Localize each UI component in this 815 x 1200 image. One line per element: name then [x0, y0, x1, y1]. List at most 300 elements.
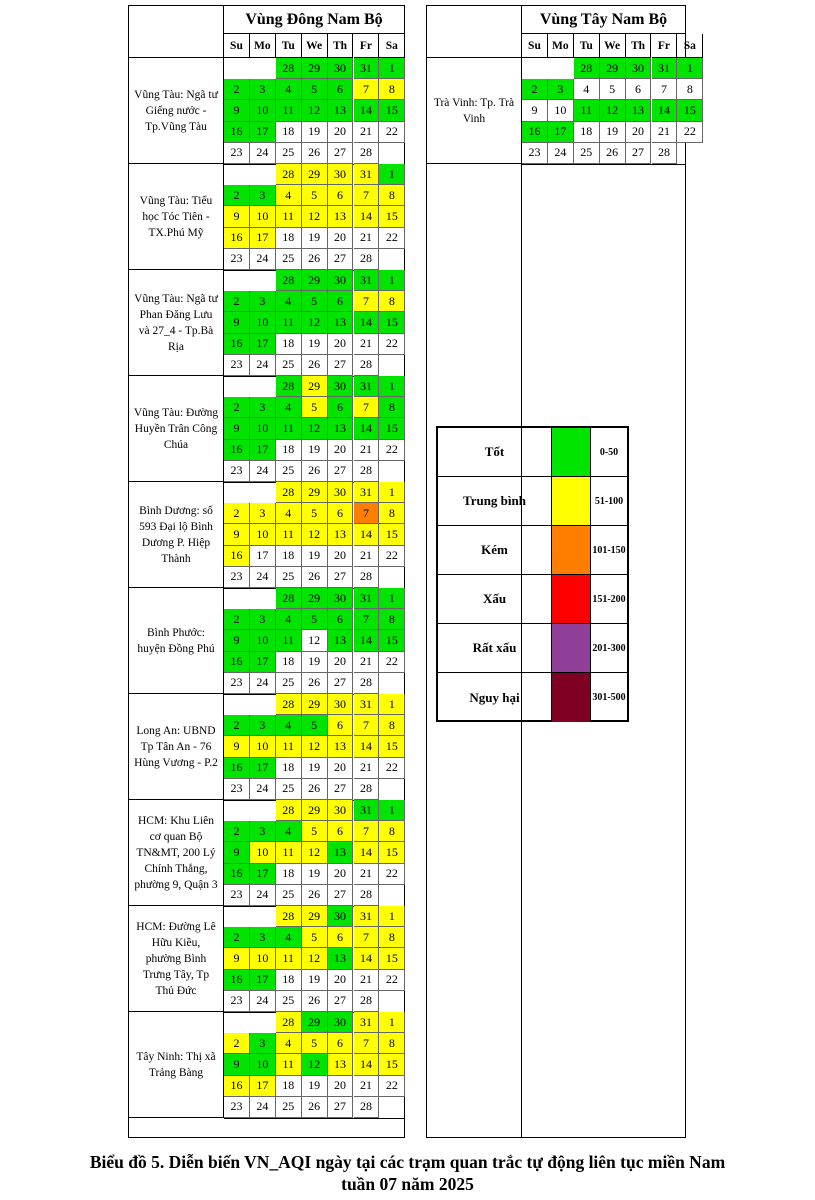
aqi-day-cell: 28	[276, 588, 302, 609]
aqi-day-cell: 29	[600, 58, 626, 79]
aqi-day-cell: 20	[328, 1076, 354, 1097]
aqi-day-cell: 11	[276, 206, 302, 227]
aqi-day-cell: 25	[276, 143, 302, 164]
aqi-day-cell: 31	[354, 906, 380, 927]
aqi-day-cell: 1	[379, 58, 405, 79]
day-header-su: Su	[224, 34, 250, 58]
legend-row	[438, 575, 627, 624]
aqi-day-cell: 27	[328, 461, 354, 482]
aqi-day-cell: 22	[677, 122, 703, 143]
aqi-day-cell: 17	[250, 440, 276, 461]
aqi-day-cell: 28	[354, 567, 380, 588]
aqi-day-cell: 22	[379, 652, 405, 673]
station-label: HCM: Khu Liên cơ quan Bộ TN&MT, 200 Lý Chính Thắng, phường 9, Quận 3	[129, 800, 224, 906]
aqi-day-cell: 8	[379, 1033, 405, 1054]
aqi-day-cell: 9	[224, 948, 250, 969]
aqi-day-cell: 17	[250, 334, 276, 355]
aqi-day-cell: 12	[302, 842, 328, 863]
aqi-day-cell: 7	[354, 291, 380, 312]
aqi-day-cell: 22	[379, 334, 405, 355]
aqi-day-cell: 19	[302, 970, 328, 991]
aqi-day-cell: 28	[354, 673, 380, 694]
aqi-day-cell: 24	[250, 143, 276, 164]
aqi-legend	[436, 426, 629, 722]
aqi-day-cell: 1	[379, 376, 405, 397]
aqi-day-cell: 28	[276, 270, 302, 291]
aqi-day-cell: 29	[302, 270, 328, 291]
aqi-day-cell: 30	[626, 58, 652, 79]
aqi-day-cell: 25	[276, 567, 302, 588]
aqi-day-cell: 4	[276, 927, 302, 948]
aqi-day-cell: 18	[276, 970, 302, 991]
aqi-day-cell: 2	[224, 397, 250, 418]
aqi-day-cell: 24	[250, 567, 276, 588]
aqi-day-cell: 13	[328, 206, 354, 227]
legend-label: Xấu	[438, 575, 552, 623]
aqi-day-cell: 30	[328, 376, 354, 397]
aqi-day-cell: 9	[224, 312, 250, 333]
aqi-day-cell: 4	[276, 821, 302, 842]
legend-label: Kém	[438, 526, 552, 574]
aqi-day-cell: 8	[379, 503, 405, 524]
aqi-day-cell: 11	[276, 524, 302, 545]
aqi-day-cell: 16	[224, 970, 250, 991]
aqi-day-cell: 19	[302, 652, 328, 673]
aqi-day-cell: 29	[302, 1012, 328, 1033]
aqi-day-cell: 30	[328, 482, 354, 503]
aqi-day-cell: 23	[522, 143, 548, 164]
aqi-day-cell: 25	[276, 673, 302, 694]
aqi-day-cell: 19	[302, 864, 328, 885]
aqi-day-cell: 24	[250, 461, 276, 482]
aqi-day-cell: 12	[302, 1054, 328, 1075]
aqi-day-cell: 7	[354, 397, 380, 418]
aqi-day-cell: 19	[302, 758, 328, 779]
aqi-day-cell: 9	[224, 736, 250, 757]
aqi-day-cell: 5	[302, 291, 328, 312]
aqi-day-cell: 26	[302, 461, 328, 482]
aqi-day-cell: 18	[574, 122, 600, 143]
aqi-day-cell: 27	[328, 1097, 354, 1118]
aqi-day-cell: 17	[250, 970, 276, 991]
aqi-day-cell: 9	[224, 1054, 250, 1075]
aqi-day-cell: 28	[354, 885, 380, 906]
aqi-day-cell: 24	[548, 143, 574, 164]
aqi-day-cell: 21	[354, 970, 380, 991]
aqi-day-cell: 4	[574, 79, 600, 100]
aqi-day-cell: 27	[328, 885, 354, 906]
legend-row	[438, 428, 627, 477]
aqi-day-cell: 14	[354, 418, 380, 439]
aqi-day-cell: 15	[379, 736, 405, 757]
aqi-day-cell: 19	[600, 122, 626, 143]
aqi-day-cell: 11	[276, 312, 302, 333]
aqi-day-cell: 31	[354, 270, 380, 291]
aqi-day-cell: 30	[328, 906, 354, 927]
aqi-day-cell: 19	[302, 228, 328, 249]
aqi-day-cell: 20	[328, 334, 354, 355]
aqi-day-cell: 26	[302, 779, 328, 800]
aqi-day-cell: 14	[354, 736, 380, 757]
aqi-day-cell: 13	[328, 842, 354, 863]
aqi-day-cell: 23	[224, 1097, 250, 1118]
aqi-day-cell: 12	[302, 630, 328, 651]
aqi-day-cell: 5	[302, 927, 328, 948]
aqi-day-cell: 15	[379, 524, 405, 545]
aqi-day-cell: 31	[652, 58, 678, 79]
legend-range: 301-500	[592, 692, 626, 703]
aqi-day-cell: 13	[328, 630, 354, 651]
aqi-day-cell: 8	[379, 821, 405, 842]
aqi-day-cell: 1	[379, 588, 405, 609]
caption-line-1: Biểu đồ 5. Diễn biến VN_AQI ngày tại các trạm quan trắc tự động liên tục miền Nam	[89, 1152, 726, 1172]
aqi-day-cell: 26	[302, 249, 328, 270]
aqi-day-cell: 6	[328, 291, 354, 312]
aqi-day-cell: 31	[354, 1012, 380, 1033]
aqi-day-cell: 25	[276, 249, 302, 270]
aqi-day-cell: 2	[224, 927, 250, 948]
aqi-day-cell: 7	[354, 609, 380, 630]
legend-swatch	[552, 624, 591, 672]
legend-label: Tốt	[438, 428, 552, 476]
aqi-day-cell: 6	[328, 397, 354, 418]
aqi-day-cell: 28	[652, 143, 678, 164]
aqi-day-cell: 24	[250, 885, 276, 906]
aqi-day-cell: 15	[379, 1054, 405, 1075]
aqi-day-cell: 25	[276, 1097, 302, 1118]
aqi-day-cell: 8	[379, 291, 405, 312]
aqi-day-cell: 4	[276, 1033, 302, 1054]
aqi-day-cell: 25	[276, 355, 302, 376]
aqi-day-cell: 7	[652, 79, 678, 100]
aqi-day-cell: 16	[224, 864, 250, 885]
aqi-day-cell: 16	[224, 652, 250, 673]
aqi-day-cell: 30	[328, 58, 354, 79]
aqi-day-cell: 31	[354, 376, 380, 397]
aqi-day-cell: 27	[328, 673, 354, 694]
aqi-day-cell: 30	[328, 164, 354, 185]
aqi-day-cell: 2	[224, 609, 250, 630]
aqi-day-cell: 5	[302, 821, 328, 842]
aqi-day-cell: 24	[250, 355, 276, 376]
region-title: Vùng Đông Nam Bộ	[224, 6, 404, 34]
aqi-day-cell: 22	[379, 970, 405, 991]
aqi-day-cell: 10	[250, 1054, 276, 1075]
aqi-day-cell: 4	[276, 79, 302, 100]
aqi-day-cell: 21	[354, 122, 380, 143]
aqi-day-cell: 10	[250, 100, 276, 121]
aqi-day-cell: 3	[250, 185, 276, 206]
station-label: Bình Dương: số 593 Đại lộ Bình Dương P. Hiệp Thành	[129, 482, 224, 588]
day-header-mo: Mo	[250, 34, 276, 58]
aqi-day-cell: 29	[302, 58, 328, 79]
aqi-day-cell: 10	[250, 736, 276, 757]
aqi-day-cell: 9	[224, 100, 250, 121]
aqi-day-cell: 2	[522, 79, 548, 100]
day-header-fr: Fr	[652, 34, 678, 58]
aqi-day-cell: 28	[354, 991, 380, 1012]
aqi-day-cell: 15	[677, 100, 703, 121]
aqi-day-cell: 19	[302, 334, 328, 355]
aqi-day-cell: 22	[379, 758, 405, 779]
aqi-day-cell: 18	[276, 652, 302, 673]
aqi-day-cell: 21	[354, 334, 380, 355]
day-header-mo: Mo	[548, 34, 574, 58]
aqi-day-cell: 13	[328, 1054, 354, 1075]
aqi-day-cell: 20	[328, 440, 354, 461]
aqi-day-cell: 12	[302, 418, 328, 439]
aqi-day-cell: 11	[276, 948, 302, 969]
aqi-day-cell: 22	[379, 864, 405, 885]
legend-row	[438, 624, 627, 673]
aqi-day-cell: 7	[354, 79, 380, 100]
aqi-day-cell: 21	[354, 228, 380, 249]
aqi-day-cell: 24	[250, 673, 276, 694]
aqi-day-cell: 2	[224, 715, 250, 736]
aqi-day-cell: 10	[250, 948, 276, 969]
aqi-day-cell: 19	[302, 546, 328, 567]
aqi-day-cell: 26	[302, 143, 328, 164]
aqi-day-cell: 20	[626, 122, 652, 143]
aqi-day-cell: 6	[328, 185, 354, 206]
aqi-day-cell: 8	[379, 79, 405, 100]
day-header-we: We	[302, 34, 328, 58]
aqi-day-cell: 20	[328, 864, 354, 885]
aqi-day-cell: 4	[276, 715, 302, 736]
aqi-day-cell: 20	[328, 228, 354, 249]
aqi-day-cell: 20	[328, 758, 354, 779]
aqi-day-cell: 13	[328, 418, 354, 439]
aqi-day-cell: 12	[302, 206, 328, 227]
aqi-day-cell: 10	[250, 524, 276, 545]
aqi-day-cell: 13	[328, 736, 354, 757]
aqi-day-cell: 13	[626, 100, 652, 121]
aqi-day-cell: 28	[276, 376, 302, 397]
aqi-day-cell: 14	[652, 100, 678, 121]
aqi-day-cell: 10	[250, 630, 276, 651]
day-header-sa: Sa	[677, 34, 703, 58]
aqi-day-cell: 31	[354, 482, 380, 503]
day-header-su: Su	[522, 34, 548, 58]
aqi-day-cell: 9	[224, 206, 250, 227]
aqi-day-cell: 18	[276, 1076, 302, 1097]
aqi-day-cell: 8	[379, 927, 405, 948]
aqi-day-cell: 24	[250, 249, 276, 270]
aqi-day-cell: 17	[250, 864, 276, 885]
aqi-day-cell: 16	[224, 758, 250, 779]
aqi-day-cell: 29	[302, 376, 328, 397]
aqi-day-cell: 8	[379, 715, 405, 736]
aqi-day-cell: 19	[302, 1076, 328, 1097]
aqi-day-cell: 1	[379, 482, 405, 503]
aqi-day-cell: 21	[354, 758, 380, 779]
aqi-day-cell: 25	[574, 143, 600, 164]
aqi-day-cell: 24	[250, 991, 276, 1012]
aqi-day-cell: 21	[354, 546, 380, 567]
legend-row	[438, 673, 627, 722]
aqi-day-cell: 27	[328, 143, 354, 164]
region-title: Vùng Tây Nam Bộ	[522, 6, 685, 34]
aqi-day-cell: 9	[224, 842, 250, 863]
station-label: Vũng Tàu: Ngã tư Phan Đăng Lưu và 27_4 - Tp.Bà Rịa	[129, 270, 224, 376]
aqi-day-cell: 25	[276, 885, 302, 906]
aqi-day-cell: 17	[250, 546, 276, 567]
aqi-day-cell: 25	[276, 779, 302, 800]
legend-label: Rất xấu	[438, 624, 552, 672]
aqi-day-cell: 21	[354, 864, 380, 885]
aqi-day-cell: 24	[250, 1097, 276, 1118]
aqi-day-cell: 9	[224, 524, 250, 545]
legend-range: 201-300	[592, 642, 626, 654]
aqi-day-cell: 22	[379, 440, 405, 461]
aqi-day-cell: 11	[276, 1054, 302, 1075]
aqi-day-cell: 2	[224, 185, 250, 206]
legend-swatch	[552, 673, 591, 722]
aqi-day-cell: 3	[250, 1033, 276, 1054]
aqi-day-cell: 17	[250, 122, 276, 143]
aqi-day-cell: 6	[328, 79, 354, 100]
aqi-day-cell: 4	[276, 503, 302, 524]
aqi-day-cell: 3	[250, 821, 276, 842]
aqi-day-cell: 15	[379, 842, 405, 863]
aqi-day-cell: 28	[354, 355, 380, 376]
aqi-day-cell: 18	[276, 546, 302, 567]
day-header-tu: Tu	[276, 34, 302, 58]
aqi-day-cell: 7	[354, 715, 380, 736]
aqi-day-cell: 8	[379, 609, 405, 630]
aqi-day-cell: 14	[354, 206, 380, 227]
aqi-day-cell: 5	[302, 715, 328, 736]
aqi-day-cell: 12	[600, 100, 626, 121]
aqi-day-cell: 6	[328, 927, 354, 948]
aqi-day-cell: 30	[328, 694, 354, 715]
aqi-day-cell: 22	[379, 122, 405, 143]
aqi-day-cell: 7	[354, 503, 380, 524]
aqi-day-cell: 28	[276, 694, 302, 715]
aqi-day-cell: 29	[302, 164, 328, 185]
aqi-day-cell: 28	[354, 461, 380, 482]
aqi-day-cell: 1	[379, 906, 405, 927]
aqi-day-cell: 1	[379, 164, 405, 185]
aqi-day-cell: 31	[354, 800, 380, 821]
aqi-day-cell: 26	[302, 567, 328, 588]
aqi-day-cell: 12	[302, 100, 328, 121]
aqi-day-cell: 26	[302, 885, 328, 906]
aqi-day-cell: 17	[548, 122, 574, 143]
aqi-day-cell: 28	[276, 482, 302, 503]
aqi-day-cell: 23	[224, 991, 250, 1012]
aqi-day-cell: 26	[302, 1097, 328, 1118]
aqi-day-cell: 5	[302, 1033, 328, 1054]
aqi-day-cell: 14	[354, 948, 380, 969]
aqi-day-cell: 1	[379, 800, 405, 821]
aqi-day-cell: 14	[354, 312, 380, 333]
aqi-day-cell: 26	[600, 143, 626, 164]
aqi-day-cell: 20	[328, 652, 354, 673]
aqi-day-cell: 16	[224, 334, 250, 355]
legend-range: 0-50	[599, 446, 619, 458]
station-label: HCM: Đường Lê Hữu Kiều, phường Bình Trưng Tây, Tp Thủ Đức	[129, 906, 224, 1012]
aqi-day-cell: 15	[379, 948, 405, 969]
aqi-day-cell: 14	[354, 524, 380, 545]
day-header-we: We	[600, 34, 626, 58]
legend-label: Trung bình	[438, 477, 552, 525]
station-label: Vũng Tàu: Tiểu học Tóc Tiên - TX.Phú Mỹ	[129, 164, 224, 270]
aqi-day-cell: 7	[354, 927, 380, 948]
aqi-day-cell: 1	[379, 270, 405, 291]
aqi-day-cell: 15	[379, 100, 405, 121]
aqi-day-cell: 6	[626, 79, 652, 100]
aqi-day-cell: 4	[276, 291, 302, 312]
aqi-day-cell: 2	[224, 1033, 250, 1054]
aqi-day-cell: 28	[276, 800, 302, 821]
aqi-day-cell: 31	[354, 588, 380, 609]
aqi-day-cell: 15	[379, 206, 405, 227]
aqi-day-cell: 2	[224, 503, 250, 524]
aqi-day-cell: 1	[379, 694, 405, 715]
aqi-day-cell: 6	[328, 1033, 354, 1054]
aqi-day-cell: 23	[224, 355, 250, 376]
aqi-day-cell: 28	[354, 143, 380, 164]
aqi-day-cell: 11	[276, 842, 302, 863]
legend-range: 151-200	[592, 593, 626, 605]
aqi-day-cell: 11	[276, 418, 302, 439]
aqi-day-cell: 26	[302, 991, 328, 1012]
aqi-day-cell: 5	[302, 79, 328, 100]
aqi-day-cell: 14	[354, 842, 380, 863]
aqi-day-cell: 29	[302, 800, 328, 821]
aqi-day-cell: 7	[354, 821, 380, 842]
aqi-day-cell: 18	[276, 122, 302, 143]
aqi-day-cell: 17	[250, 652, 276, 673]
aqi-day-cell: 3	[250, 79, 276, 100]
aqi-day-cell: 30	[328, 588, 354, 609]
aqi-day-cell: 13	[328, 948, 354, 969]
aqi-day-cell: 8	[677, 79, 703, 100]
aqi-day-cell: 9	[224, 418, 250, 439]
station-separator	[522, 164, 685, 165]
aqi-day-cell: 24	[250, 779, 276, 800]
aqi-day-cell: 30	[328, 1012, 354, 1033]
caption-line-2: tuần 07 năm 2025	[341, 1174, 474, 1194]
aqi-day-cell: 23	[224, 779, 250, 800]
aqi-day-cell: 10	[250, 842, 276, 863]
aqi-day-cell: 3	[250, 503, 276, 524]
station-label: Bình Phước: huyện Đồng Phú	[129, 588, 224, 694]
aqi-day-cell: 22	[379, 228, 405, 249]
aqi-day-cell: 22	[379, 1076, 405, 1097]
aqi-day-cell: 9	[522, 100, 548, 121]
aqi-day-cell: 23	[224, 567, 250, 588]
east-region-panel	[128, 5, 405, 1138]
aqi-day-cell: 18	[276, 864, 302, 885]
aqi-day-cell: 14	[354, 630, 380, 651]
legend-row	[438, 526, 627, 575]
figure-caption	[0, 1151, 815, 1195]
day-header-tu: Tu	[574, 34, 600, 58]
aqi-day-cell: 10	[250, 206, 276, 227]
aqi-day-cell: 18	[276, 758, 302, 779]
day-header-th: Th	[328, 34, 354, 58]
aqi-day-cell: 21	[354, 1076, 380, 1097]
aqi-day-cell: 31	[354, 694, 380, 715]
aqi-day-cell: 19	[302, 122, 328, 143]
aqi-day-cell: 27	[328, 779, 354, 800]
aqi-day-cell: 18	[276, 228, 302, 249]
legend-label: Nguy hại	[438, 673, 552, 722]
legend-row	[438, 477, 627, 526]
aqi-day-cell: 30	[328, 270, 354, 291]
